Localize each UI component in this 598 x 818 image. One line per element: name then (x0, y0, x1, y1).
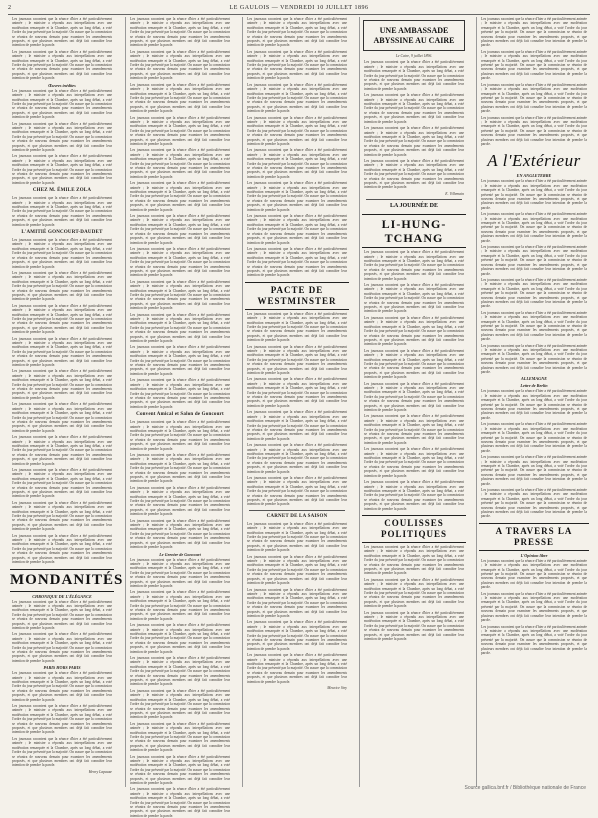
section-heading: Œuvres inédites (48, 82, 76, 88)
text-block: Les journaux racontent que la séance d'hier a été particulièrement animée ; le ministre a répondu aux interpellations avec une modération remarquée et la Chambre, après un long débat, a voté l'ordre du jour présenté par la majorité. On assure que la commission se réunira de nouveau demain pour examiner les amendements proposés, et que plusieurs membres ont déjà fait connaître leur intention de prendre la parole. (130, 345, 230, 376)
text-block: Les journaux racontent que la séance d'hier a été particulièrement animée ; le ministre a répondu aux interpellations avec une modération remarquée et la Chambre, après un long débat, a voté l'ordre du jour présenté par la majorité. On assure que la commission se réunira de nouveau demain pour examiner les amendements proposés, et que plusieurs membres ont déjà fait connaître leur intention de prendre la parole. (130, 787, 230, 818)
text-block: Les journaux racontent que la séance d'hier a été particulièrement animée ; le ministre a répondu aux interpellations avec une modération remarquée et la Chambre, après un long débat, a voté l'ordre du jour présenté par la majorité. On assure que la commission se réunira de nouveau demain pour examiner les amendements proposés, et que plusieurs membres ont déjà fait connaître leur intention de prendre la parole. (247, 344, 347, 376)
text-block: Les journaux racontent que la séance d'hier a été particulièrement animée ; le ministre a répondu aux interpellations avec une modération remarquée et la Chambre, après un long débat, a voté l'ordre du jour présenté par la majorité. On assure que la commission se réunira de nouveau demain pour examiner les amendements proposés, et que plusieurs membres ont déjà fait connaître leur intention de prendre la parole. (247, 246, 347, 278)
coulisses-title: COULISSES POLITIQUES (362, 515, 466, 543)
text-block: Les journaux racontent que la séance d'hier a été particulièrement animée ; le ministre a répondu aux interpellations avec une modération remarquée et la Chambre, après un long débat, a voté l'ordre du jour présenté par la majorité. On assure que la commission se réunira de nouveau demain pour examiner les amendements proposés, et que plusieurs membres ont déjà fait connaître leur intention de prendre la parole. (247, 148, 347, 179)
text-block: Les journaux racontent que la séance d'hier a été particulièrement animée ; le ministre a répondu aux interpellations avec une modération remarquée et la Chambre, après un long débat, a voté l'ordre du jour présenté par la majorité. On assure que la commission se réunira de nouveau demain pour examiner les amendements proposés, et que plusieurs membres ont déjà fait connaître leur intention de prendre la parole. (364, 315, 464, 347)
journee-title: LA JOURNÉE DE (389, 203, 438, 210)
text-block: Les journaux racontent que la séance d'hier a été particulièrement animée ; le ministre a répondu aux interpellations avec une modération remarquée et la Chambre, après un long débat, a voté l'ordre du jour présenté par la majorité. On assure que la commission se réunira de nouveau demain pour examiner les amendements proposés, et que plusieurs membres ont déjà fait connaître leur intention de prendre la parole. (12, 402, 112, 433)
column-1 (8, 17, 124, 787)
text-block: Les journaux racontent que la séance d'hier a été particulièrement animée ; le ministre a répondu aux interpellations avec une modération remarquée et la Chambre, après un long débat, a voté l'ordre du jour présenté par la majorité. On assure que la commission se réunira de nouveau demain pour examiner les amendements proposés, et que plusieurs membres ont déjà fait connaître leur intention de prendre la parole. (12, 704, 112, 735)
text-block: Les journaux racontent que la séance d'hier a été particulièrement animée ; le ministre a répondu aux interpellations avec une modération remarquée et la Chambre, après un long débat, a voté l'ordre du jour présenté par la majorité. On assure que la commission se réunira de nouveau demain pour examiner les amendements proposés, et que plusieurs membres ont déjà fait connaître leur intention de prendre la parole. (364, 126, 464, 157)
text-block: Les journaux racontent que la séance d'hier a été particulièrement animée ; le ministre a répondu aux interpellations avec une modération remarquée et la Chambre, après un long débat, a voté l'ordre du jour présenté par la majorité. On assure que la commission se réunira de nouveau demain pour examiner les amendements proposés, et que plusieurs membres ont déjà fait connaître leur intention de prendre la parole. (481, 343, 587, 375)
column-2 (125, 17, 234, 818)
section-heading: PARIS HORS PARIS (43, 665, 81, 671)
text-block: Les journaux racontent que la séance d'hier a été particulièrement animée ; le ministre a répondu aux interpellations avec une modération remarquée et la Chambre, après un long débat, a voté l'ordre du jour présenté par la majorité. On assure que la commission se réunira de nouveau demain pour examiner les amendements proposés, et que plusieurs membres ont déjà fait connaître leur intention de prendre la parole. (12, 49, 112, 81)
pacte-title: PACTE DE WESTMINSTER (245, 282, 349, 310)
section-heading: EN ANGLETERRE (516, 173, 552, 179)
text-block: Les journaux racontent que la séance d'hier a été particulièrement animée ; le ministre a répondu aux interpellations avec une modération remarquée et la Chambre, après un long débat, a voté l'ordre du jour présenté par la majorité. On assure que la commission se réunira de nouveau demain pour examiner les amendements proposés, et que plusieurs membres ont déjà fait connaître leur intention de prendre la parole. (481, 277, 587, 309)
text-block: Les journaux racontent que la séance d'hier a été particulièrement animée ; le ministre a répondu aux interpellations avec une modération remarquée et la Chambre, après un long débat, a voté l'ordre du jour présenté par la majorité. On assure que la commission se réunira de nouveau demain pour examiner les amendements proposés, et que plusieurs membres ont déjà fait connaître leur intention de prendre la parole. (130, 214, 230, 245)
text-block: Les journaux racontent que la séance d'hier a été particulièrement animée ; le ministre a répondu aux interpellations avec une modération remarquée et la Chambre, après un long débat, a voté l'ordre du jour présenté par la majorité. On assure que la commission se réunira de nouveau demain pour examiner les amendements proposés, et que plusieurs membres ont déjà fait connaître leur intention de prendre la parole. (12, 369, 112, 400)
text-block: Les journaux racontent que la séance d'hier a été particulièrement animée ; le ministre a répondu aux interpellations avec une modération remarquée et la Chambre, après un long débat, a voté l'ordre du jour présenté par la majorité. On assure que la commission se réunira de nouveau demain pour examiner les amendements proposés, et que plusieurs membres ont déjà fait connaître leur intention de prendre la parole. (130, 49, 230, 81)
text-block: Les journaux racontent que la séance d'hier a été particulièrement animée ; le ministre a répondu aux interpellations avec une modération remarquée et la Chambre, après un long débat, a voté l'ordre du jour présenté par la majorité. On assure que la commission se réunira de nouveau demain pour examiner les amendements proposés, et que plusieurs membres ont déjà fait connaître leur intention de prendre la parole. (364, 480, 464, 511)
text-block: Les journaux racontent que la séance d'hier a été particulièrement animée ; le ministre a répondu aux interpellations avec une modération remarquée et la Chambre, après un long débat, a voté l'ordre du jour présenté par la majorité. On assure que la commission se réunira de nouveau demain pour examiner les amendements proposés, et que plusieurs membres ont déjà fait connaître leur intention de prendre la parole. (12, 336, 112, 368)
text-block: Les journaux racontent que la séance d'hier a été particulièrement animée ; le ministre a répondu aux interpellations avec une modération remarquée et la Chambre, après un long débat, a voté l'ordre du jour présenté par la majorité. On assure que la commission se réunira de nouveau demain pour examiner les amendements proposés, et que plusieurs membres ont déjà fait connaître leur intention de prendre la parole. (364, 93, 464, 124)
section-heading: Le Grenier de Goncourt (159, 551, 201, 557)
newspaper-page (8, 4, 590, 818)
text-block: Les journaux racontent que la séance d'hier a été particulièrement animée ; le ministre a répondu aux interpellations avec une modération remarquée et la Chambre, après un long débat, a voté l'ordre du jour présenté par la majorité. On assure que la commission se réunira de nouveau demain pour examiner les amendements proposés, et que plusieurs membres ont déjà fait connaître leur intention de prendre la parole. (12, 154, 112, 185)
text-block: Les journaux racontent que la séance d'hier a été particulièrement animée ; le ministre a répondu aux interpellations avec une modération remarquée et la Chambre, après un long débat, a voté l'ordre du jour présenté par la majorité. On assure que la commission se réunira de nouveau demain pour examiner les amendements proposés, et que plusieurs membres ont déjà fait connaître leur intention de prendre la parole. (130, 115, 230, 146)
text-block: Les journaux racontent que la séance d'hier a été particulièrement animée ; le ministre a répondu aux interpellations avec une modération remarquée et la Chambre, après un long débat, a voté l'ordre du jour présenté par la majorité. On assure que la commission se réunira de nouveau demain pour examiner les amendements proposés, et que plusieurs membres ont déjà fait connaître leur intention de prendre la parole. (12, 500, 112, 532)
page-number: 2 (8, 5, 12, 11)
text-block: Les journaux racontent que la séance d'hier a été particulièrement animée ; le ministre a répondu aux interpellations avec une modération remarquée et la Chambre, après un long débat, a voté l'ordre du jour présenté par la majorité. On assure que la commission se réunira de nouveau demain pour examiner les amendements proposés, et que plusieurs membres ont déjà fait connaître leur intention de prendre la parole. (247, 311, 347, 343)
text-block: Les journaux racontent que la séance d'hier a été particulièrement animée ; le ministre a répondu aux interpellations avec une modération remarquée et la Chambre, après un long débat, a voté l'ordre du jour présenté par la majorité. On assure que la commission se réunira de nouveau demain pour examiner les amendements proposés, et que plusieurs membres ont déjà fait connaître leur intention de prendre la parole. (364, 283, 464, 314)
text-block: Les journaux racontent que la séance d'hier a été particulièrement animée ; le ministre a répondu aux interpellations avec une modération remarquée et la Chambre, après un long débat, a voté l'ordre du jour présenté par la majorité. On assure que la commission se réunira de nouveau demain pour examiner les amendements proposés, et que plusieurs membres ont déjà fait connaître leur intention de prendre la parole. (130, 754, 230, 785)
text-block: Les journaux racontent que la séance d'hier a été particulièrement animée ; le ministre a répondu aux interpellations avec une modération remarquée et la Chambre, après un long débat, a voté l'ordre du jour présenté par la majorité. On assure que la commission se réunira de nouveau demain pour examiner les amendements proposés, et que plusieurs membres ont déjà fait connaître leur intention de prendre la parole. (130, 181, 230, 212)
text-block: Les journaux racontent que la séance d'hier a été particulièrement animée ; le ministre a répondu aux interpellations avec une modération remarquée et la Chambre, après un long débat, a voté l'ordre du jour présenté par la majorité. On assure que la commission se réunira de nouveau demain pour examiner les amendements proposés, et que plusieurs membres ont déjà fait connaître leur intention de prendre la parole. (130, 656, 230, 687)
column-3 (242, 17, 351, 787)
text-block: Les journaux racontent que la séance d'hier a été particulièrement animée ; le ministre a répondu aux interpellations avec une modération remarquée et la Chambre, après un long débat, a voté l'ordre du jour présenté par la majorité. On assure que la commission se réunira de nouveau demain pour examiner les amendements proposés, et que plusieurs membres ont déjà fait connaître leur intention de prendre la parole. (12, 736, 112, 768)
text-block: Les journaux racontent que la séance d'hier a été particulièrement animée ; le ministre a répondu aux interpellations avec une modération remarquée et la Chambre, après un long débat, a voté l'ordre du jour présenté par la majorité. On assure que la commission se réunira de nouveau demain pour examiner les amendements proposés, et que plusieurs membres ont déjà fait connaître leur intention de prendre la parole. (247, 521, 347, 553)
column-4 (359, 17, 468, 787)
text-block: Les journaux racontent que la séance d'hier a été particulièrement animée ; le ministre a répondu aux interpellations avec une modération remarquée et la Chambre, après un long débat, a voté l'ordre du jour présenté par la majorité. On assure que la commission se réunira de nouveau demain pour examiner les amendements proposés, et que plusieurs membres ont déjà fait connaître leur intention de prendre la parole. (247, 475, 347, 507)
text-block: Les journaux racontent que la séance d'hier a été particulièrement animée ; le ministre a répondu aux interpellations avec une modération remarquée et la Chambre, après un long débat, a voté l'ordre du jour présenté par la majorité. On assure que la commission se réunira de nouveau demain pour examiner les amendements proposés, et que plusieurs membres ont déjà fait connaître leur intention de prendre la parole. (247, 181, 347, 212)
text-block: Les journaux racontent que la séance d'hier a été particulièrement animée ; le ministre a répondu aux interpellations avec une modération remarquée et la Chambre, après un long débat, a voté l'ordre du jour présenté par la majorité. On assure que la commission se réunira de nouveau demain pour examiner les amendements proposés, et que plusieurs membres ont déjà fait connaître leur intention de prendre la parole. (247, 49, 347, 81)
headline-box (363, 20, 465, 51)
text-block: Les journaux racontent que la séance d'hier a été particulièrement animée ; le ministre a répondu aux interpellations avec une modération remarquée et la Chambre, après un long débat, a voté l'ordre du jour présenté par la majorité. On assure que la commission se réunira de nouveau demain pour examiner les amendements proposés, et que plusieurs membres ont déjà fait connaître leur intention de prendre la parole. (12, 599, 112, 630)
text-block: Les journaux racontent que la séance d'hier a été particulièrement animée ; le ministre a répondu aux interpellations avec une modération remarquée et la Chambre, après un long débat, a voté l'ordre du jour présenté par la majorité. On assure que la commission se réunira de nouveau demain pour examiner les amendements proposés, et que plusieurs membres ont déjà fait connaître leur intention de prendre la parole. (481, 487, 587, 519)
text-block: Les journaux racontent que la séance d'hier a été particulièrement animée ; le ministre a répondu aux interpellations avec une modération remarquée et la Chambre, après un long débat, a voté l'ordre du jour présenté par la majorité. On assure que la commission se réunira de nouveau demain pour examiner les amendements proposés, et que plusieurs membres ont déjà fait connaître leur intention de prendre la parole. (247, 82, 347, 114)
running-header (8, 4, 590, 15)
text-block: Les journaux racontent que la séance d'hier a été particulièrement animée ; le ministre a répondu aux interpellations avec une modération remarquée et la Chambre, après un long débat, a voté l'ordre du jour présenté par la majorité. On assure que la commission se réunira de nouveau demain pour examiner les amendements proposés, et que plusieurs membres ont déjà fait connaître leur intention de prendre la parole. (364, 250, 464, 281)
text-block: Les journaux racontent que la séance d'hier a été particulièrement animée ; le ministre a répondu aux interpellations avec une modération remarquée et la Chambre, après un long débat, a voté l'ordre du jour présenté par la majorité. On assure que la commission se réunira de nouveau demain pour examiner les amendements proposés, et que plusieurs membres ont déjà fait connaître leur intention de prendre la parole. (481, 455, 587, 486)
text-block: Les journaux racontent que la séance d'hier a été particulièrement animée ; le ministre a répondu aux interpellations avec une modération remarquée et la Chambre, après un long débat, a voté l'ordre du jour présenté par la majorité. On assure que la commission se réunira de nouveau demain pour examiner les amendements proposés, et que plusieurs membres ont déjà fait connaître leur intention de prendre la parole. (481, 624, 587, 655)
text-block: Les journaux racontent que la séance d'hier a été particulièrement animée ; le ministre a répondu aux interpellations avec une modération remarquée et la Chambre, après un long débat, a voté l'ordre du jour présenté par la majorité. On assure que la commission se réunira de nouveau demain pour examiner les amendements proposés, et que plusieurs membres ont déjà fait connaître leur intention de prendre la parole. (481, 179, 587, 210)
signature: Henry Lapauze (88, 769, 112, 774)
text-block: Les journaux racontent que la séance d'hier a été particulièrement animée ; le ministre a répondu aux interpellations avec une modération remarquée et la Chambre, après un long débat, a voté l'ordre du jour présenté par la majorité. On assure que la commission se réunira de nouveau demain pour examiner les amendements proposés, et que plusieurs membres ont déjà fait connaître leur intention de prendre la parole. (247, 17, 347, 48)
mondanites-title: MONDANITÉS (10, 569, 114, 592)
section-heading: Lettre de Berlin (520, 383, 548, 389)
signature: E. Villemain (445, 191, 464, 196)
text-block: Les journaux racontent que la séance d'hier a été particulièrement animée ; le ministre a répondu aux interpellations avec une modération remarquée et la Chambre, après un long débat, a voté l'ordre du jour présenté par la majorité. On assure que la commission se réunira de nouveau demain pour examiner les amendements proposés, et que plusieurs membres ont déjà fait connaître leur intention de prendre la parole. (481, 17, 587, 48)
text-block: Les journaux racontent que la séance d'hier a été particulièrement animée ; le ministre a répondu aux interpellations avec une modération remarquée et la Chambre, après un long débat, a voté l'ordre du jour présenté par la majorité. On assure que la commission se réunira de nouveau demain pour examiner les amendements proposés, et que plusieurs membres ont déjà fait connaître leur intention de prendre la parole. (247, 377, 347, 408)
text-block: Les journaux racontent que la séance d'hier a été particulièrement animée ; le ministre a répondu aux interpellations avec une modération remarquée et la Chambre, après un long débat, a voté l'ordre du jour présenté par la majorité. On assure que la commission se réunira de nouveau demain pour examiner les amendements proposés, et que plusieurs membres ont déjà fait connaître leur intention de prendre la parole. (364, 447, 464, 478)
text-block: Les journaux racontent que la séance d'hier a été particulièrement animée ; le ministre a répondu aux interpellations avec une modération remarquée et la Chambre, après un long débat, a voté l'ordre du jour présenté par la majorité. On assure que la commission se réunira de nouveau demain pour examiner les amendements proposés, et que plusieurs membres ont déjà fait connaître leur intention de prendre la parole. (12, 270, 112, 302)
text-block: Les journaux racontent que la séance d'hier a été particulièrement animée ; le ministre a répondu aux interpellations avec une modération remarquée et la Chambre, après un long débat, a voté l'ordre du jour présenté par la majorité. On assure que la commission se réunira de nouveau demain pour examiner les amendements proposés, et que plusieurs membres ont déjà fait connaître leur intention de prendre la parole. (247, 620, 347, 651)
section-heading: L'AMITIÉ GONCOURT-DAUDET (21, 230, 103, 236)
text-block: Les journaux racontent que la séance d'hier a été particulièrement animée ; le ministre a répondu aux interpellations avec une modération remarquée et la Chambre, après un long débat, a voté l'ordre du jour présenté par la majorité. On assure que la commission se réunira de nouveau demain pour examiner les amendements proposés, et que plusieurs membres ont déjà fait connaître leur intention de prendre la parole. (130, 557, 230, 588)
text-block: Les journaux racontent que la séance d'hier a été particulièrement animée ; le ministre a répondu aux interpellations avec une modération remarquée et la Chambre, après un long débat, a voté l'ordre du jour présenté par la majorité. On assure que la commission se réunira de nouveau demain pour examiner les amendements proposés, et que plusieurs membres ont déjà fait connaître leur intention de prendre la parole. (247, 443, 347, 474)
text-block: Les journaux racontent que la séance d'hier a été particulièrement animée ; le ministre a répondu aux interpellations avec une modération remarquée et la Chambre, après un long débat, a voté l'ordre du jour présenté par la majorité. On assure que la commission se réunira de nouveau demain pour examiner les amendements proposés, et que plusieurs membres ont déjà fait connaître leur intention de prendre la parole. (130, 378, 230, 409)
text-block: Les journaux racontent que la séance d'hier a été particulièrement animée ; le ministre a répondu aux interpellations avec une modération remarquée et la Chambre, après un long débat, a voté l'ordre du jour présenté par la majorité. On assure que la commission se réunira de nouveau demain pour examiner les amendements proposés, et que plusieurs membres ont déjà fait connaître leur intention de prendre la parole. (247, 410, 347, 441)
text-block: Les journaux racontent que la séance d'hier a été particulièrement animée ; le ministre a répondu aux interpellations avec une modération remarquée et la Chambre, après un long débat, a voté l'ordre du jour présenté par la majorité. On assure que la commission se réunira de nouveau demain pour examiner les amendements proposés, et que plusieurs membres ont déjà fait connaître leur intention de prendre la parole. (12, 88, 112, 120)
text-block: Les journaux racontent que la séance d'hier a été particulièrement animée ; le ministre a répondu aux interpellations avec une modération remarquée et la Chambre, après un long débat, a voté l'ordre du jour présenté par la majorité. On assure que la commission se réunira de nouveau demain pour examiner les amendements proposés, et que plusieurs membres ont déjà fait connaître leur intention de prendre la parole. (130, 17, 230, 48)
text-block: Les journaux racontent que la séance d'hier a été particulièrement animée ; le ministre a répondu aux interpellations avec une modération remarquée et la Chambre, après un long débat, a voté l'ordre du jour présenté par la majorité. On assure que la commission se réunira de nouveau demain pour examiner les amendements proposés, et que plusieurs membres ont déjà fait connaître leur intention de prendre la parole. (364, 610, 464, 642)
text-block: Les journaux racontent que la séance d'hier a été particulièrement animée ; le ministre a répondu aux interpellations avec une modération remarquée et la Chambre, après un long débat, a voté l'ordre du jour présenté par la majorité. On assure que la commission se réunira de nouveau demain pour examiner les amendements proposés, et que plusieurs membres ont déjà fait connaître leur intention de prendre la parole. (130, 420, 230, 451)
text-block: Les journaux racontent que la séance d'hier a été particulièrement animée ; le ministre a répondu aux interpellations avec une modération remarquée et la Chambre, après un long débat, a voté l'ordre du jour présenté par la majorité. On assure que la commission se réunira de nouveau demain pour examiner les amendements proposés, et que plusieurs membres ont déjà fait connaître leur intention de prendre la parole. (130, 148, 230, 179)
dateline: Le Caire, 9 juillet 1896. (395, 54, 433, 58)
text-block: Les journaux racontent que la séance d'hier a été particulièrement animée ; le ministre a répondu aux interpellations avec une modération remarquée et la Chambre, après un long débat, a voté l'ordre du jour présenté par la majorité. On assure que la commission se réunira de nouveau demain pour examiner les amendements proposés, et que plusieurs membres ont déjà fait connaître leur intention de prendre la parole. (364, 348, 464, 380)
text-block: Les journaux racontent que la séance d'hier a été particulièrement animée ; le ministre a répondu aux interpellations avec une modération remarquée et la Chambre, après un long débat, a voté l'ordre du jour présenté par la majorité. On assure que la commission se réunira de nouveau demain pour examiner les amendements proposés, et que plusieurs membres ont déjà fait connaître leur intention de prendre la parole. (247, 587, 347, 618)
text-block: Les journaux racontent que la séance d'hier a été particulièrement animée ; le ministre a répondu aux interpellations avec une modération remarquée et la Chambre, après un long débat, a voté l'ordre du jour présenté par la majorité. On assure que la commission se réunira de nouveau demain pour examiner les amendements proposés, et que plusieurs membres ont déjà fait connaître leur intention de prendre la parole. (481, 245, 587, 276)
column-5 (476, 17, 591, 787)
text-block: Les journaux racontent que la séance d'hier a été particulièrement animée ; le ministre a répondu aux interpellations avec une modération remarquée et la Chambre, après un long débat, a voté l'ordre du jour présenté par la majorité. On assure que la commission se réunira de nouveau demain pour examiner les amendements proposés, et que plusieurs membres ont déjà fait connaître leur intention de prendre la parole. (247, 115, 347, 146)
section-heading: CHRONIQUE DE L'ÉLÉGANCE (32, 593, 92, 599)
text-block: Les journaux racontent que la séance d'hier a été particulièrement animée ; le ministre a répondu aux interpellations avec une modération remarquée et la Chambre, après un long débat, a voté l'ordre du jour présenté par la majorité. On assure que la commission se réunira de nouveau demain pour examiner les amendements proposés, et que plusieurs membres ont déjà fait connaître leur intention de prendre la parole. (130, 688, 230, 720)
text-block: Les journaux racontent que la séance d'hier a été particulièrement animée ; le ministre a répondu aux interpellations avec une modération remarquée et la Chambre, après un long débat, a voté l'ordre du jour présenté par la majorité. On assure que la commission se réunira de nouveau demain pour examiner les amendements proposés, et que plusieurs membres ont déjà fait connaître leur intention de prendre la parole. (130, 246, 230, 278)
ambassade-title: UNE AMBASSADE ABYSSINE AU CAIRE (373, 26, 455, 45)
text-block: Les journaux racontent que la séance d'hier a été particulièrement animée ; le ministre a répondu aux interpellations avec une modération remarquée et la Chambre, après un long débat, a voté l'ordre du jour présenté par la majorité. On assure que la commission se réunira de nouveau demain pour examiner les amendements proposés, et que plusieurs membres ont déjà fait connaître leur intention de prendre la parole. (12, 671, 112, 702)
text-block: Les journaux racontent que la séance d'hier a été particulièrement animée ; le ministre a répondu aux interpellations avec une modération remarquée et la Chambre, après un long débat, a voté l'ordre du jour présenté par la majorité. On assure que la commission se réunira de nouveau demain pour examiner les amendements proposés, et que plusieurs membres ont déjà fait connaître leur intention de prendre la parole. (12, 196, 112, 227)
text-block: Les journaux racontent que la séance d'hier a été particulièrement animée ; le ministre a répondu aux interpellations avec une modération remarquée et la Chambre, après un long débat, a voté l'ordre du jour présenté par la majorité. On assure que la commission se réunira de nouveau demain pour examiner les amendements proposés, et que plusieurs membres ont déjà fait connaître leur intention de prendre la parole. (130, 82, 230, 114)
section-heading: Convent Amical et Salon de Goncourt (136, 412, 224, 418)
text-block: Les journaux racontent que la séance d'hier a été particulièrement animée ; le ministre a répondu aux interpellations avec une modération remarquée et la Chambre, après un long débat, a voté l'ordre du jour présenté par la majorité. On assure que la commission se réunira de nouveau demain pour examiner les amendements proposés, et que plusieurs membres ont déjà fait connaître leur intention de prendre la parole. (12, 467, 112, 499)
text-block: Les journaux racontent que la séance d'hier a été particulièrement animée ; le ministre a répondu aux interpellations avec une modération remarquée et la Chambre, après un long débat, a voté l'ordre du jour présenté par la majorité. On assure que la commission se réunira de nouveau demain pour examiner les amendements proposés, et que plusieurs membres ont déjà fait connaître leur intention de prendre la parole. (364, 381, 464, 412)
text-block: Les journaux racontent que la séance d'hier a été particulièrement animée ; le ministre a répondu aux interpellations avec une modération remarquée et la Chambre, après un long débat, a voté l'ordre du jour présenté par la majorité. On assure que la commission se réunira de nouveau demain pour examiner les amendements proposés, et que plusieurs membres ont déjà fait connaître leur intention de prendre la parole. (364, 414, 464, 445)
text-block: Les journaux racontent que la séance d'hier a été particulièrement animée ; le ministre a répondu aux interpellations avec une modération remarquée et la Chambre, après un long débat, a voté l'ordre du jour présenté par la majorité. On assure que la commission se réunira de nouveau demain pour examiner les amendements proposés, et que plusieurs membres ont déjà fait connaître leur intention de prendre la parole. (130, 485, 230, 517)
text-block: Les journaux racontent que la séance d'hier a été particulièrement animée ; le ministre a répondu aux interpellations avec une modération remarquée et la Chambre, après un long débat, a voté l'ordre du jour présenté par la majorité. On assure que la commission se réunira de nouveau demain pour examiner les amendements proposés, et que plusieurs membres ont déjà fait connaître leur intention de prendre la parole. (364, 544, 464, 576)
text-block: Les journaux racontent que la séance d'hier a été particulièrement animée ; le ministre a répondu aux interpellations avec une modération remarquée et la Chambre, après un long débat, a voté l'ordre du jour présenté par la majorité. On assure que la commission se réunira de nouveau demain pour examiner les amendements proposés, et que plusieurs membres ont déjà fait connaître leur intention de prendre la parole. (12, 533, 112, 565)
text-block: Les journaux racontent que la séance d'hier a été particulièrement animée ; le ministre a répondu aux interpellations avec une modération remarquée et la Chambre, après un long débat, a voté l'ordre du jour présenté par la majorité. On assure que la commission se réunira de nouveau demain pour examiner les amendements proposés, et que plusieurs membres ont déjà fait connaître leur intention de prendre la parole. (364, 60, 464, 91)
text-block: Les journaux racontent que la séance d'hier a été particulièrement animée ; le ministre a répondu aux interpellations avec une modération remarquée et la Chambre, après un long débat, a voté l'ordre du jour présenté par la majorité. On assure que la commission se réunira de nouveau demain pour examiner les amendements proposés, et que plusieurs membres ont déjà fait connaître leur intention de prendre la parole. (247, 653, 347, 684)
section-heading: CARNET DE LA SAISON (266, 513, 328, 519)
text-block: Les journaux racontent que la séance d'hier a été particulièrement animée ; le ministre a répondu aux interpellations avec une modération remarquée et la Chambre, après un long débat, a voté l'ordre du jour présenté par la majorité. On assure que la commission se réunira de nouveau demain pour examiner les amendements proposés, et que plusieurs membres ont déjà fait connaître leur intention de prendre la parole. (481, 591, 587, 623)
text-block: Les journaux racontent que la séance d'hier a été particulièrement animée ; le ministre a répondu aux interpellations avec une modération remarquée et la Chambre, après un long débat, a voté l'ordre du jour présenté par la majorité. On assure que la commission se réunira de nouveau demain pour examiner les amendements proposés, et que plusieurs membres ont déjà fait connaître leur intention de prendre la parole. (12, 303, 112, 335)
travers-title: A TRAVERS LA PRESSE (479, 523, 589, 551)
running-title: LE GAULOIS — VENDREDI 10 JUILLET 1896 (229, 5, 369, 11)
section-heading: ALLEMAGNE (520, 376, 548, 382)
text-block: Les journaux racontent que la séance d'hier a été particulièrement animée ; le ministre a répondu aux interpellations avec une modération remarquée et la Chambre, après un long débat, a voté l'ordre du jour présenté par la majorité. On assure que la commission se réunira de nouveau demain pour examiner les amendements proposés, et que plusieurs membres ont déjà fait connaître leur intention de prendre la parole. (364, 158, 464, 190)
text-block: Les journaux racontent que la séance d'hier a été particulièrement animée ; le ministre a répondu aux interpellations avec une modération remarquée et la Chambre, après un long débat, a voté l'ordre du jour présenté par la majorité. On assure que la commission se réunira de nouveau demain pour examiner les amendements proposés, et que plusieurs membres ont déjà fait connaître leur intention de prendre la parole. (130, 590, 230, 621)
text-block: Les journaux racontent que la séance d'hier a été particulièrement animée ; le ministre a répondu aux interpellations avec une modération remarquée et la Chambre, après un long débat, a voté l'ordre du jour présenté par la majorité. On assure que la commission se réunira de nouveau demain pour examiner les amendements proposés, et que plusieurs membres ont déjà fait connaître leur intention de prendre la parole. (12, 435, 112, 466)
section-heading: L'Opinion libre (520, 552, 548, 558)
text-block: Les journaux racontent que la séance d'hier a été particulièrement animée ; le ministre a répondu aux interpellations avec une modération remarquée et la Chambre, après un long débat, a voté l'ordre du jour présenté par la majorité. On assure que la commission se réunira de nouveau demain pour examiner les amendements proposés, et que plusieurs membres ont déjà fait connaître leur intention de prendre la parole. (130, 279, 230, 311)
text-block: Les journaux racontent que la séance d'hier a été particulièrement animée ; le ministre a répondu aux interpellations avec une modération remarquée et la Chambre, après un long débat, a voté l'ordre du jour présenté par la majorité. On assure que la commission se réunira de nouveau demain pour examiner les amendements proposés, et que plusieurs membres ont déjà fait connaître leur intention de prendre la parole. (481, 310, 587, 342)
text-block: Les journaux racontent que la séance d'hier a été particulièrement animée ; le ministre a répondu aux interpellations avec une modération remarquée et la Chambre, après un long débat, a voté l'ordre du jour présenté par la majorité. On assure que la commission se réunira de nouveau demain pour examiner les amendements proposés, et que plusieurs membres ont déjà fait connaître leur intention de prendre la parole. (481, 212, 587, 243)
text-block: Les journaux racontent que la séance d'hier a été particulièrement animée ; le ministre a répondu aux interpellations avec une modération remarquée et la Chambre, après un long débat, a voté l'ordre du jour présenté par la majorité. On assure que la commission se réunira de nouveau demain pour examiner les amendements proposés, et que plusieurs membres ont déjà fait connaître leur intention de prendre la parole. (12, 121, 112, 152)
exterieur-title: A l'Extérieur (487, 151, 581, 171)
text-block: Les journaux racontent que la séance d'hier a été particulièrement animée ; le ministre a répondu aux interpellations avec une modération remarquée et la Chambre, après un long débat, a voté l'ordre du jour présenté par la majorité. On assure que la commission se réunira de nouveau demain pour examiner les amendements proposés, et que plusieurs membres ont déjà fait connaître leur intention de prendre la parole. (130, 721, 230, 753)
text-block: Les journaux racontent que la séance d'hier a été particulièrement animée ; le ministre a répondu aux interpellations avec une modération remarquée et la Chambre, après un long débat, a voté l'ordre du jour présenté par la majorité. On assure que la commission se réunira de nouveau demain pour examiner les amendements proposés, et que plusieurs membres ont déjà fait connaître leur intention de prendre la parole. (247, 554, 347, 586)
text-block: Les journaux racontent que la séance d'hier a été particulièrement animée ; le ministre a répondu aux interpellations avec une modération remarquée et la Chambre, après un long débat, a voté l'ordre du jour présenté par la majorité. On assure que la commission se réunira de nouveau demain pour examiner les amendements proposés, et que plusieurs membres ont déjà fait connaître leur intention de prendre la parole. (130, 312, 230, 344)
text-block: Les journaux racontent que la séance d'hier a été particulièrement animée ; le ministre a répondu aux interpellations avec une modération remarquée et la Chambre, après un long débat, a voté l'ordre du jour présenté par la majorité. On assure que la commission se réunira de nouveau demain pour examiner les amendements proposés, et que plusieurs membres ont déjà fait connaître leur intention de prendre la parole. (481, 422, 587, 453)
text-block: Les journaux racontent que la séance d'hier a été particulièrement animée ; le ministre a répondu aux interpellations avec une modération remarquée et la Chambre, après un long débat, a voté l'ordre du jour présenté par la majorité. On assure que la commission se réunira de nouveau demain pour examiner les amendements proposés, et que plusieurs membres ont déjà fait connaître leur intention de prendre la parole. (481, 558, 587, 590)
source-credit: Source gallica.bnf.fr / Bibliothèque nationale de France (464, 785, 586, 791)
section-heading: CHEZ M. ÉMILE ZOLA (32, 188, 92, 194)
text-block: Les journaux racontent que la séance d'hier a été particulièrement animée ; le ministre a répondu aux interpellations avec une modération remarquée et la Chambre, après un long débat, a voté l'ordre du jour présenté par la majorité. On assure que la commission se réunira de nouveau demain pour examiner les amendements proposés, et que plusieurs membres ont déjà fait connaître leur intention de prendre la parole. (481, 49, 587, 81)
divider (366, 199, 462, 200)
signature: Meurice Stry (327, 686, 347, 691)
text-block: Les journaux racontent que la séance d'hier a été particulièrement animée ; le ministre a répondu aux interpellations avec une modération remarquée et la Chambre, après un long débat, a voté l'ordre du jour présenté par la majorité. On assure que la commission se réunira de nouveau demain pour examiner les amendements proposés, et que plusieurs membres ont déjà fait connaître leur intention de prendre la parole. (12, 238, 112, 269)
text-block: Les journaux racontent que la séance d'hier a été particulièrement animée ; le ministre a répondu aux interpellations avec une modération remarquée et la Chambre, après un long débat, a voté l'ordre du jour présenté par la majorité. On assure que la commission se réunira de nouveau demain pour examiner les amendements proposés, et que plusieurs membres ont déjà fait connaître leur intention de prendre la parole. (481, 115, 587, 146)
divider (249, 510, 345, 511)
text-block: Les journaux racontent que la séance d'hier a été particulièrement animée ; le ministre a répondu aux interpellations avec une modération remarquée et la Chambre, après un long débat, a voté l'ordre du jour présenté par la majorité. On assure que la commission se réunira de nouveau demain pour examiner les amendements proposés, et que plusieurs membres ont déjà fait connaître leur intention de prendre la parole. (481, 389, 587, 420)
text-block: Les journaux racontent que la séance d'hier a été particulièrement animée ; le ministre a répondu aux interpellations avec une modération remarquée et la Chambre, après un long débat, a voté l'ordre du jour présenté par la majorité. On assure que la commission se réunira de nouveau demain pour examiner les amendements proposés, et que plusieurs membres ont déjà fait connaître leur intention de prendre la parole. (12, 17, 112, 48)
text-block: Les journaux racontent que la séance d'hier a été particulièrement animée ; le ministre a répondu aux interpellations avec une modération remarquée et la Chambre, après un long débat, a voté l'ordre du jour présenté par la majorité. On assure que la commission se réunira de nouveau demain pour examiner les amendements proposés, et que plusieurs membres ont déjà fait connaître leur intention de prendre la parole. (12, 632, 112, 663)
text-block: Les journaux racontent que la séance d'hier a été particulièrement animée ; le ministre a répondu aux interpellations avec une modération remarquée et la Chambre, après un long débat, a voté l'ordre du jour présenté par la majorité. On assure que la commission se réunira de nouveau demain pour examiner les amendements proposés, et que plusieurs membres ont déjà fait connaître leur intention de prendre la parole. (130, 518, 230, 550)
text-block: Les journaux racontent que la séance d'hier a été particulièrement animée ; le ministre a répondu aux interpellations avec une modération remarquée et la Chambre, après un long débat, a voté l'ordre du jour présenté par la majorité. On assure que la commission se réunira de nouveau demain pour examiner les amendements proposés, et que plusieurs membres ont déjà fait connaître leur intention de prendre la parole. (130, 452, 230, 484)
text-block: Les journaux racontent que la séance d'hier a été particulièrement animée ; le ministre a répondu aux interpellations avec une modération remarquée et la Chambre, après un long débat, a voté l'ordre du jour présenté par la majorité. On assure que la commission se réunira de nouveau demain pour examiner les amendements proposés, et que plusieurs membres ont déjà fait connaître leur intention de prendre la parole. (130, 623, 230, 654)
text-block: Les journaux racontent que la séance d'hier a été particulièrement animée ; le ministre a répondu aux interpellations avec une modération remarquée et la Chambre, après un long débat, a voté l'ordre du jour présenté par la majorité. On assure que la commission se réunira de nouveau demain pour examiner les amendements proposés, et que plusieurs membres ont déjà fait connaître leur intention de prendre la parole. (364, 577, 464, 609)
text-block: Les journaux racontent que la séance d'hier a été particulièrement animée ; le ministre a répondu aux interpellations avec une modération remarquée et la Chambre, après un long débat, a voté l'ordre du jour présenté par la majorité. On assure que la commission se réunira de nouveau demain pour examiner les amendements proposés, et que plusieurs membres ont déjà fait connaître leur intention de prendre la parole. (247, 214, 347, 245)
lihung-title: LI-HUNG-TCHANG (362, 214, 466, 248)
text-block: Les journaux racontent que la séance d'hier a été particulièrement animée ; le ministre a répondu aux interpellations avec une modération remarquée et la Chambre, après un long débat, a voté l'ordre du jour présenté par la majorité. On assure que la commission se réunira de nouveau demain pour examiner les amendements proposés, et que plusieurs membres ont déjà fait connaître leur intention de prendre la parole. (481, 82, 587, 114)
